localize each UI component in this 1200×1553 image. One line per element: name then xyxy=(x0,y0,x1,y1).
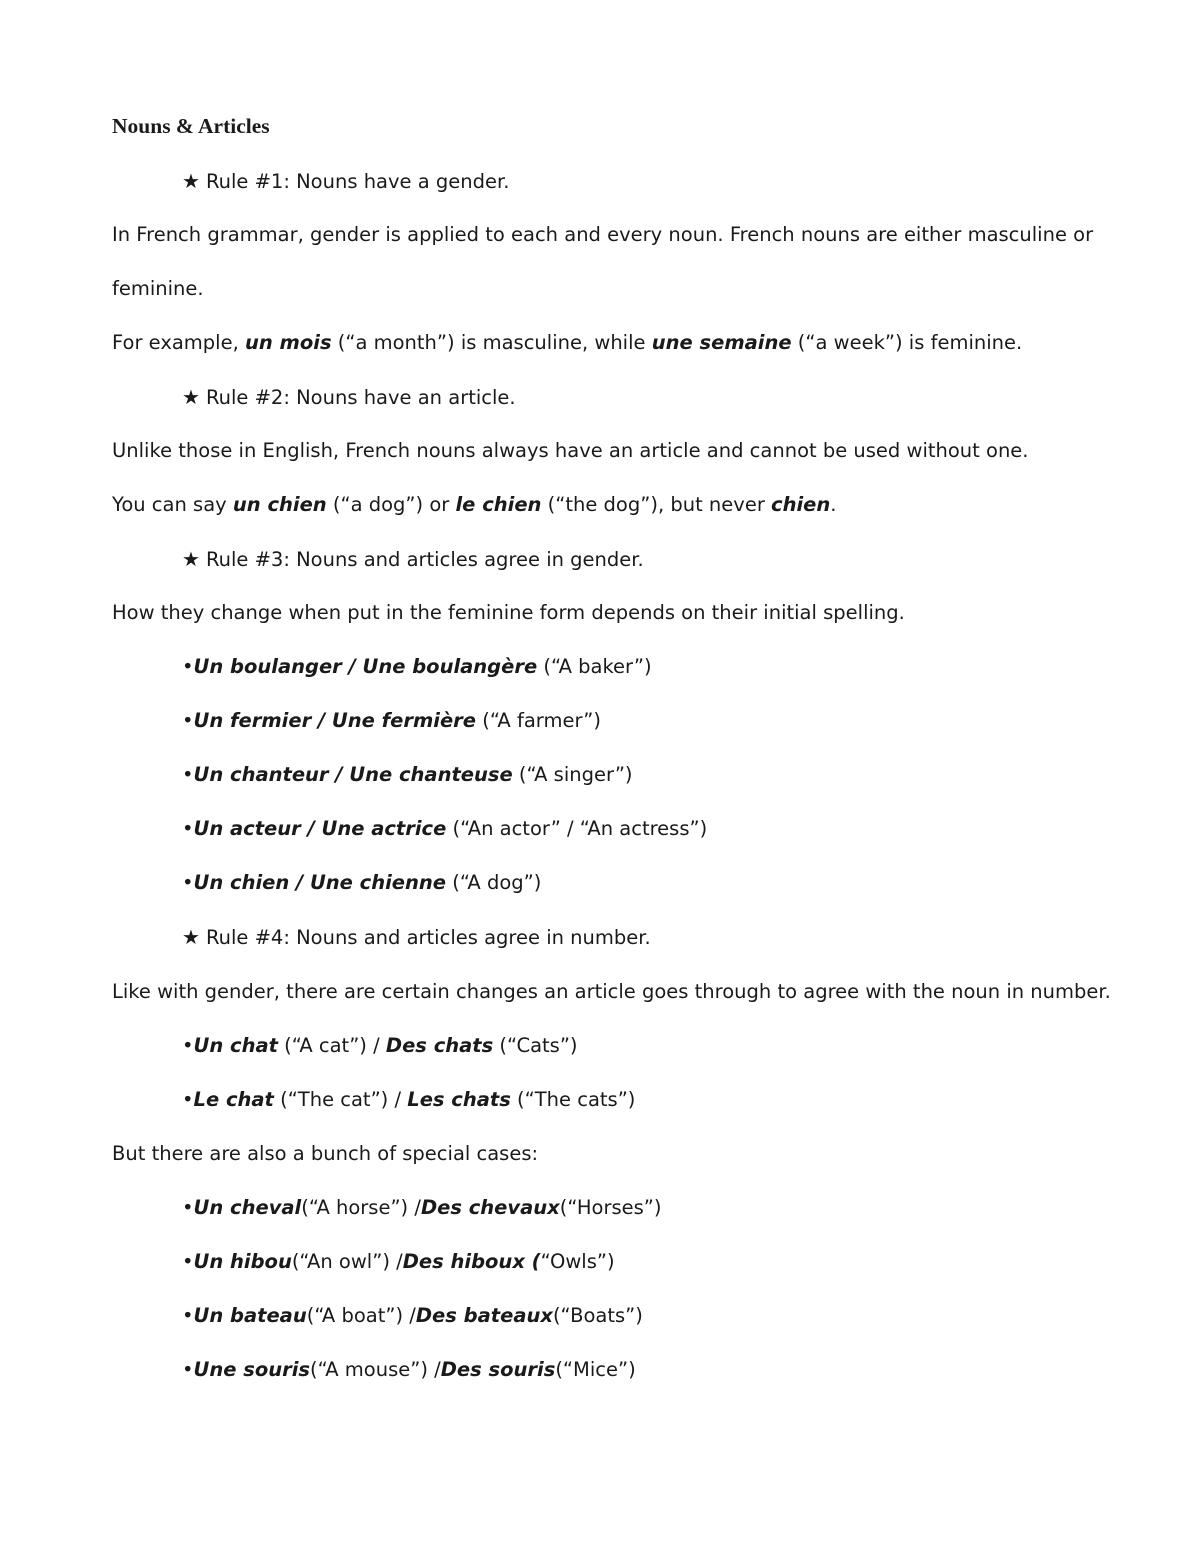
example-gloss: (“A farmer”) xyxy=(476,709,601,732)
gender-example xyxy=(182,815,707,843)
example-gloss-plural: (“Cats”) xyxy=(493,1034,578,1057)
example-term: Un fermier / Une fermière xyxy=(193,709,477,732)
paragraph-2 xyxy=(112,329,1022,357)
paragraph-1-line-2: feminine. xyxy=(112,277,204,300)
example-term-plural: Des chevaux xyxy=(420,1196,560,1219)
bullet: • xyxy=(182,1088,194,1111)
p2-text-c: (“a month”) is masculine, while xyxy=(331,331,652,354)
example-gloss-singular: (“A cat”) / xyxy=(277,1034,386,1057)
rule-2 xyxy=(182,383,516,412)
gender-example xyxy=(182,869,541,897)
gender-example xyxy=(182,707,601,735)
p2-text-a: For example, xyxy=(112,331,245,354)
paragraph-1-line-1: In French grammar, gender is applied to each and every noun. French nouns are either masculine or xyxy=(112,223,1094,246)
document-title: Nouns & Articles xyxy=(112,114,270,138)
rule-3 xyxy=(182,545,644,574)
p2-text-e: (“a week”) is feminine. xyxy=(791,331,1023,354)
example-gloss-singular: (“A mouse”) / xyxy=(310,1358,441,1381)
paragraph-6: Like with gender, there are certain changes an article goes through to agree with the noun in number. xyxy=(112,980,1111,1003)
rule-1 xyxy=(182,167,509,196)
p4-term-chien: chien xyxy=(771,493,831,516)
bullet: • xyxy=(182,1196,194,1219)
example-term: Un chanteur / Une chanteuse xyxy=(193,763,513,786)
paragraph-7: But there are also a bunch of special cases: xyxy=(112,1142,539,1165)
number-example xyxy=(182,1086,635,1114)
bullet: • xyxy=(182,1358,194,1381)
p4-text-c: (“a dog”) or xyxy=(326,493,456,516)
star-icon: ★ xyxy=(182,925,200,949)
bullet: • xyxy=(182,709,194,732)
example-gloss-plural: (“Horses”) xyxy=(559,1196,662,1219)
example-gloss: (“A baker”) xyxy=(537,655,652,678)
bullet: • xyxy=(182,871,194,894)
example-term: Un boulanger / Une boulangère xyxy=(193,655,538,678)
example-gloss-singular: (“An owl”) / xyxy=(291,1250,403,1273)
rule-2-text: Rule #2: Nouns have an article. xyxy=(205,386,516,409)
example-gloss-plural: (“The cats”) xyxy=(510,1088,636,1111)
special-case xyxy=(182,1248,615,1276)
example-term-singular: Un hibou xyxy=(193,1250,292,1273)
gender-example xyxy=(182,653,652,681)
bullet: • xyxy=(182,1250,194,1273)
example-term-singular: Une souris xyxy=(193,1358,311,1381)
rule-1-text: Rule #1: Nouns have a gender. xyxy=(205,170,510,193)
example-term-singular: Un bateau xyxy=(193,1304,307,1327)
example-gloss-plural: “Owls”) xyxy=(540,1250,615,1273)
example-term-plural: Des hiboux ( xyxy=(402,1250,541,1273)
example-gloss-singular: (“A boat”) / xyxy=(306,1304,416,1327)
p2-term-une-semaine: une semaine xyxy=(651,331,792,354)
rule-3-text: Rule #3: Nouns and articles agree in gender. xyxy=(205,548,644,571)
example-gloss: (“A singer”) xyxy=(512,763,633,786)
paragraph-3: Unlike those in English, French nouns always have an article and cannot be used without one. xyxy=(112,439,1029,462)
example-term: Un chien / Une chienne xyxy=(193,871,447,894)
example-term-plural: Des chats xyxy=(385,1034,494,1057)
rule-4-text: Rule #4: Nouns and articles agree in number. xyxy=(205,926,651,949)
paragraph-5: How they change when put in the feminine form depends on their initial spelling. xyxy=(112,601,905,624)
bullet: • xyxy=(182,817,194,840)
special-case xyxy=(182,1302,643,1330)
bullet: • xyxy=(182,763,194,786)
p4-term-un-chien: un chien xyxy=(232,493,327,516)
example-term-plural: Des souris xyxy=(440,1358,556,1381)
star-icon: ★ xyxy=(182,547,200,571)
bullet: • xyxy=(182,1034,194,1057)
p4-term-le-chien: le chien xyxy=(455,493,542,516)
bullet: • xyxy=(182,655,194,678)
example-term-singular: Un chat xyxy=(193,1034,278,1057)
number-example xyxy=(182,1032,578,1060)
example-gloss: (“A dog”) xyxy=(446,871,542,894)
star-icon: ★ xyxy=(182,385,200,409)
star-icon: ★ xyxy=(182,169,200,193)
special-case xyxy=(182,1356,636,1384)
example-term-singular: Un cheval xyxy=(193,1196,302,1219)
p2-term-un-mois: un mois xyxy=(245,331,332,354)
p4-text-a: You can say xyxy=(112,493,233,516)
example-term: Un acteur / Une actrice xyxy=(193,817,447,840)
example-gloss-plural: (“Mice”) xyxy=(555,1358,636,1381)
example-gloss-plural: (“Boats”) xyxy=(552,1304,643,1327)
example-gloss: (“An actor” / “An actress”) xyxy=(446,817,708,840)
example-term-plural: Les chats xyxy=(407,1088,511,1111)
paragraph-4 xyxy=(112,491,836,519)
example-gloss-singular: (“The cat”) / xyxy=(273,1088,408,1111)
bullet: • xyxy=(182,1304,194,1327)
special-case xyxy=(182,1194,662,1222)
example-term-singular: Le chat xyxy=(193,1088,274,1111)
example-gloss-singular: (“A horse”) / xyxy=(301,1196,421,1219)
example-term-plural: Des bateaux xyxy=(415,1304,553,1327)
p4-text-g: . xyxy=(830,493,837,516)
rule-4 xyxy=(182,923,651,952)
p4-text-e: (“the dog”), but never xyxy=(541,493,772,516)
gender-example xyxy=(182,761,633,789)
